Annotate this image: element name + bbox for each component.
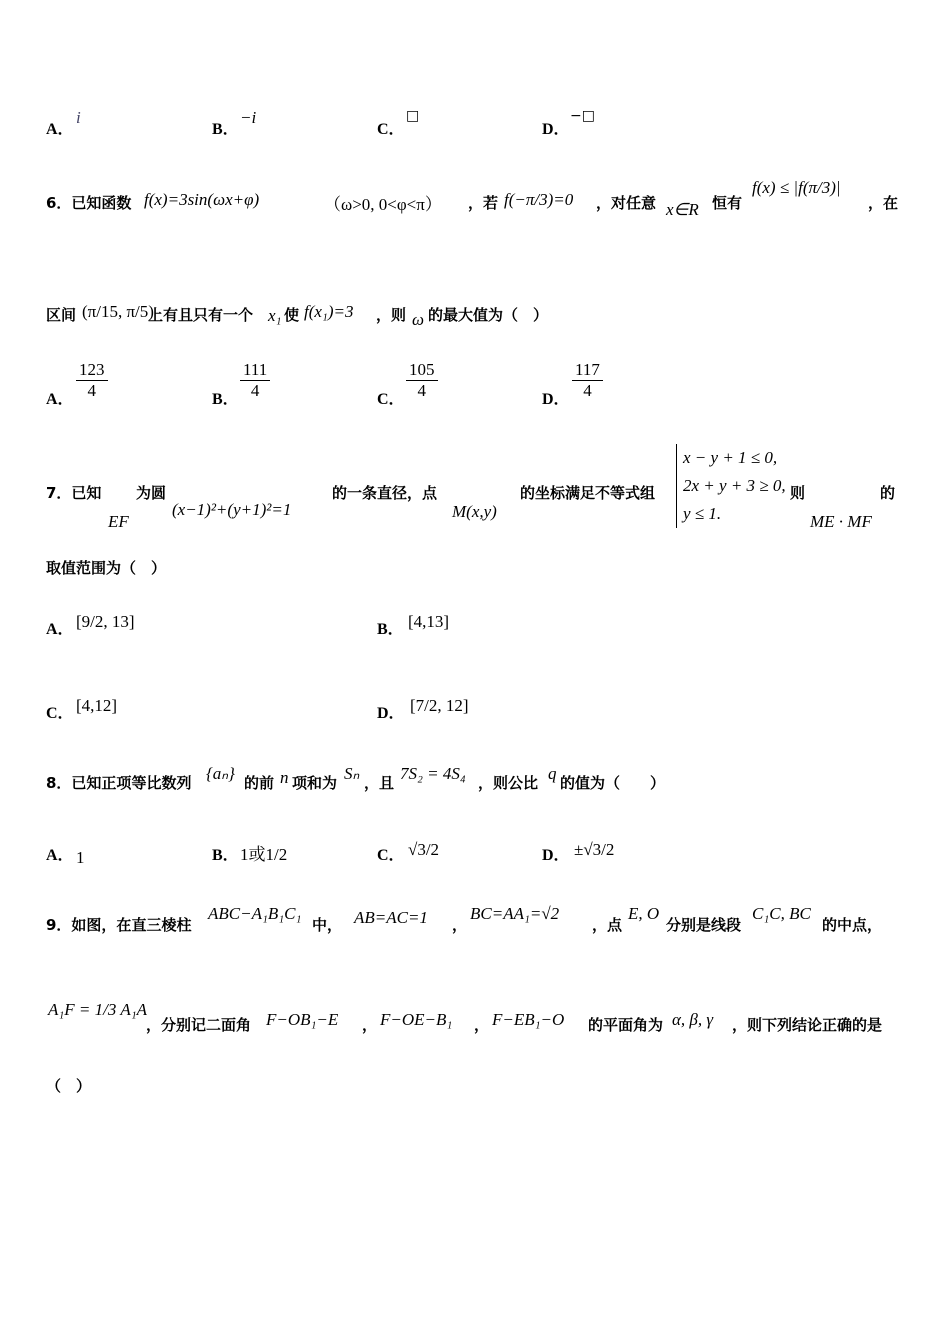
q7-stem-text5: 则 [790,484,806,502]
q6-line1 [46,168,906,228]
q9-stem-text10: （ ） [46,1077,92,1095]
q6-line2 [46,276,906,336]
q6-option-d-numerator: 117 [572,360,603,381]
q7-dot-product: ME · MF [810,512,872,531]
q9-equation1: AB=AC=1 [354,908,428,927]
q7-option-d-label: D． [377,705,405,722]
q9-prism: ABC−A₁B₁C₁ [208,904,302,923]
q5-option-d-label: D． [542,121,570,138]
q6-option-d-fraction [572,360,603,400]
q7-stem-text3: 的一条直径，点 [332,484,438,502]
q8-option-c-label: C． [377,847,405,864]
q8-option-b-value: 1或1/2 [240,845,288,864]
q6-option-a-denominator: 4 [87,380,96,400]
q6-option-b-denominator: 4 [250,380,260,400]
q9-greek-letters: α, β, γ [672,1010,714,1029]
q9-stem-text1: 9．如图，在直三棱柱 [46,916,192,934]
q7-system-line1: x − y + 1 ≤ 0, [683,448,778,467]
q7-option-a-value: [9/2, 13] [76,612,135,631]
q9-stem-text9: ，则下列结论正确的是 [732,1016,883,1034]
q6-option-a-label: A． [46,391,74,408]
q9-stem-text6: 的中点， [822,916,883,934]
q6-stem-text3: ，对任意 [596,194,657,212]
q6-option-b-label: B． [212,391,239,408]
q8-sn: Sₙ [344,764,360,783]
q5-option-c-label: C． [377,121,405,138]
q6-option-c-fraction [406,360,438,400]
q7-point-m: M(x,y) [452,502,497,521]
q9-stem-text5: 分别是线段 [666,916,742,934]
q8-stem-text6: 的值为（ ） [560,774,666,792]
q9-angle3: F−EB₁−O [492,1010,565,1029]
q7-line1 [46,444,906,536]
q6-stem-text7: 上有且只有一个 [148,306,254,324]
q8-options [46,818,646,868]
q8-q: q [548,764,557,783]
q9-line2 [46,990,916,1040]
q8-stem-text1: 8．已知正项等比数列 [46,774,192,792]
q9-angle2: F−OE−B₁ [380,1010,453,1029]
q7-stem-text1: 7．已知 [46,484,102,502]
q6-stem-text9: ，则 [376,306,407,324]
q8-sequence: {aₙ} [206,764,235,783]
q6-stem-text1: 6．已知函数 [46,194,132,212]
q6-x1: x₁ [268,306,282,325]
q7-option-c-value: [4,12] [76,696,118,715]
q8-option-d-value: ±√3/2 [574,840,615,859]
q8-stem-text5: ，则公比 [478,774,539,792]
q7-system-line3: y ≤ 1. [683,504,722,523]
q9-separator1: ， [362,1016,378,1034]
q6-equation2: f(x₁)=3 [304,302,354,321]
q5-option-d-placeholder-icon: −□ [570,108,595,124]
q7-option-a-label: A． [46,621,74,638]
q8-stem-text3: 项和为 [292,774,338,792]
q6-interval: (π/15, π/5) [82,302,154,321]
q8-equation: 7S₂ = 4S₄ [400,764,466,783]
q8-n: n [280,768,289,787]
q7-stem-text7: 取值范围为（ ） [46,559,167,577]
q6-stem-text4: 恒有 [712,194,743,212]
q8-option-c-value: √3/2 [408,840,440,859]
q7-option-b-value: [4,13] [408,612,450,631]
q5-option-b-label: B． [212,121,239,138]
q9-equation2: BC=AA₁=√2 [470,904,560,923]
q6-function: f(x)=3sin(ωx+φ) [144,190,260,209]
q6-stem-text5: ，在 [868,194,899,212]
q6-stem-text2: ，若 [468,194,499,212]
q8-option-b-label: B． [212,847,239,864]
q9-points: E, O [628,904,660,923]
q6-option-a-fraction [76,360,108,400]
q9-separator2: ， [474,1016,490,1034]
q6-inequality: f(x) ≤ |f(π/3)| [752,178,841,197]
q7-stem-text4: 的坐标满足不等式组 [520,484,656,502]
q6-x-in-r: x∈R [666,200,699,219]
q6-option-d-denominator: 4 [583,380,592,400]
q6-option-b-numerator: 111 [240,360,270,381]
q6-option-d-label: D． [542,391,570,408]
q9-stem-text7: ，分别记二面角 [146,1016,252,1034]
q7-inequality-system [676,444,786,528]
q7-options [46,590,646,730]
q9-vector-equation: A₁F = 1/3 A₁A [48,1000,147,1019]
q9-stem-text3: ， [452,916,468,934]
q6-option-c-numerator: 105 [406,360,438,381]
q8-stem-text2: 的前 [244,774,275,792]
q6-condition: （ω>0, 0<φ<π） [324,195,442,214]
q7-option-c-label: C． [46,705,74,722]
q6-option-c-label: C． [377,391,405,408]
q5-option-a-value: i [76,108,81,127]
q6-omega: ω [412,310,425,329]
q7-circle: (x−1)²+(y+1)²=1 [172,500,292,519]
q8-stem-text4: ，且 [364,774,395,792]
q6-options [46,360,646,410]
q7-ef: EF [108,512,129,531]
q6-stem-text10: 的最大值为（ ） [428,306,549,324]
q5-option-a-label: A． [46,121,74,138]
q6-stem-text8: 使 [284,306,300,324]
q6-stem-text6: 区间 [46,306,77,324]
q5-options [46,108,646,138]
q8-line1 [46,760,906,796]
q9-segments: C₁C, BC [752,904,811,923]
q7-stem-text2: 为圆 [136,484,167,502]
q9-stem-text4: ，点 [592,916,623,934]
q5-option-b-value: −i [240,108,257,127]
q6-option-b-fraction [240,360,270,400]
q6-option-c-denominator: 4 [417,380,426,400]
q7-option-d-value: [7/2, 12] [410,696,469,715]
q8-option-a-label: A． [46,847,74,864]
q8-option-a-value: 1 [76,848,85,867]
q6-equation1: f(−π/3)=0 [504,190,574,209]
q9-angle1: F−OB₁−E [266,1010,339,1029]
q9-stem-text2: 中， [312,916,343,934]
q8-option-d-label: D． [542,847,570,864]
q5-option-c-placeholder-icon: □ [406,108,420,124]
q9-stem-text8: 的平面角为 [588,1016,664,1034]
q7-option-b-label: B． [377,621,404,638]
q7-stem-text6: 的 [880,484,896,502]
q6-option-a-numerator: 123 [76,360,108,381]
q7-system-line2: 2x + y + 3 ≥ 0, [683,476,786,495]
q9-line1 [46,900,906,936]
